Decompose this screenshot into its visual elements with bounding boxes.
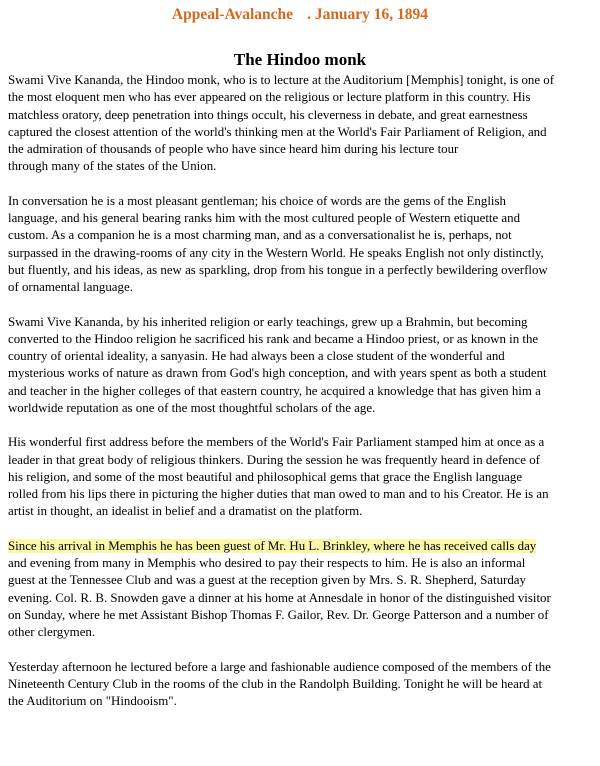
article-line: Nineteenth Century Club in the rooms of the club in the Randolph Building. Tonight he will be heard at — [8, 676, 543, 691]
article-line: custom. As a companion he is a most charming man, and as a conversationalist he is, perhaps, not — [8, 228, 512, 243]
article-line: language, and his general bearing ranks him with the most cultured people of Western etiquette and — [8, 211, 521, 225]
article-line: converted to the Hindoo religion he sacrificed his rank and became a Hindoo priest, or as known in the — [8, 331, 539, 346]
article-paragraph — [8, 538, 592, 642]
article-line: In conversation he is a most pleasant gentleman; his choice of words are the gems of the English — [8, 193, 506, 208]
publication-separator: . — [307, 6, 311, 23]
article-line: His wonderful first address before the members of the World's Fair Parliament stamped him at once as a — [8, 435, 545, 450]
publication-name: Appeal-Avalanche — [171, 6, 294, 23]
article-paragraph — [8, 193, 592, 297]
article-line: matchless oratory, deep penetration into things occult, his cleverness in debate, and great earnestness — [8, 107, 528, 122]
article-line: rolled from his lips there in picturing the higher duties that man owed to man and to his Creator. He is an — [8, 487, 549, 501]
article-paragraph — [8, 434, 592, 520]
article-line: through many of the states of the Union. — [8, 159, 217, 174]
article-line: and evening from many in Memphis who desired to pay their respects to him. He is also an informal — [8, 556, 526, 570]
article-line: and teacher in the higher colleges of that eastern country, he acquired a knowledge that has given him a — [8, 383, 541, 398]
article-line: the admiration of thousands of people who have since heard him during his lecture tour — [8, 142, 459, 156]
article-line: Swami Vive Kananda, the Hindoo monk, who is to lecture at the Auditorium [Memphis] tonight, is one of — [8, 73, 555, 87]
article-line: the most eloquent men who has ever appeared on the religious or lecture platform in this country. His — [8, 90, 531, 105]
article-paragraph — [8, 72, 592, 176]
article-line: the Auditorium on "Hindooism". — [8, 694, 177, 708]
article-paragraph — [8, 314, 592, 418]
article-line: captured the closest attention of the world's thinking men at the World's Fair Parliament of Religion, and — [8, 124, 547, 139]
article-line: of ornamental language. — [8, 280, 133, 294]
newspaper-header — [0, 5, 600, 25]
article-line: worldwide reputation as one of the most thoughtful scholars of the age. — [8, 400, 376, 415]
publication-date: January 16, 1894 — [314, 6, 429, 23]
article-line: other clergymen. — [8, 625, 96, 639]
article-line: country of oriental ideality, a sanyasin. He had always been a close student of the wonderful and — [8, 349, 505, 363]
article-body — [8, 72, 592, 728]
article-line: artist in thought, an idealist in belief and a dramatist on the platform. — [8, 504, 363, 519]
article-line: but fluently, and his ideas, as new as sparkling, drop from his tongue in a perfectly bewildering overflow — [8, 262, 548, 277]
article-line: Yesterday afternoon he lectured before a large and fashionable audience composed of the members of the — [8, 659, 551, 674]
article-line: guest at the Tennessee Club and was a guest at the reception given by Mrs. S. R. Shepherd, Saturday — [8, 573, 526, 588]
article-line: evening. Col. R. B. Snowden gave a dinner at his home at Annesdale in honor of the distinguished visitor — [8, 590, 551, 605]
article-line: surpassed in the drawing-rooms of any city in the Western World. He speaks English not only distinctly, — [8, 245, 544, 260]
article-line: his religion, and some of the most beautiful and philosophical gems that grace the English language — [8, 469, 523, 484]
article-title: The Hindoo monk — [233, 50, 367, 69]
article-line: Swami Vive Kananda, by his inherited religion or early teachings, grew up a Brahmin, but becoming — [8, 314, 528, 329]
article-line: leader in that great body of religious thinkers. During the session he was frequently heard in defence of — [8, 452, 540, 467]
highlighted-line: Since his arrival in Memphis he has been guest of Mr. Hu L. Brinkley, where he has received calls day — [8, 538, 537, 553]
article-paragraph — [8, 659, 592, 711]
article-line: on Sunday, where he met Assistant Bishop Thomas F. Gailor, Rev. Dr. George Patterson and a number of — [8, 607, 549, 622]
article-line: mysterious works of nature as drawn from God's high conception, and with years spent as both a student — [8, 366, 547, 381]
